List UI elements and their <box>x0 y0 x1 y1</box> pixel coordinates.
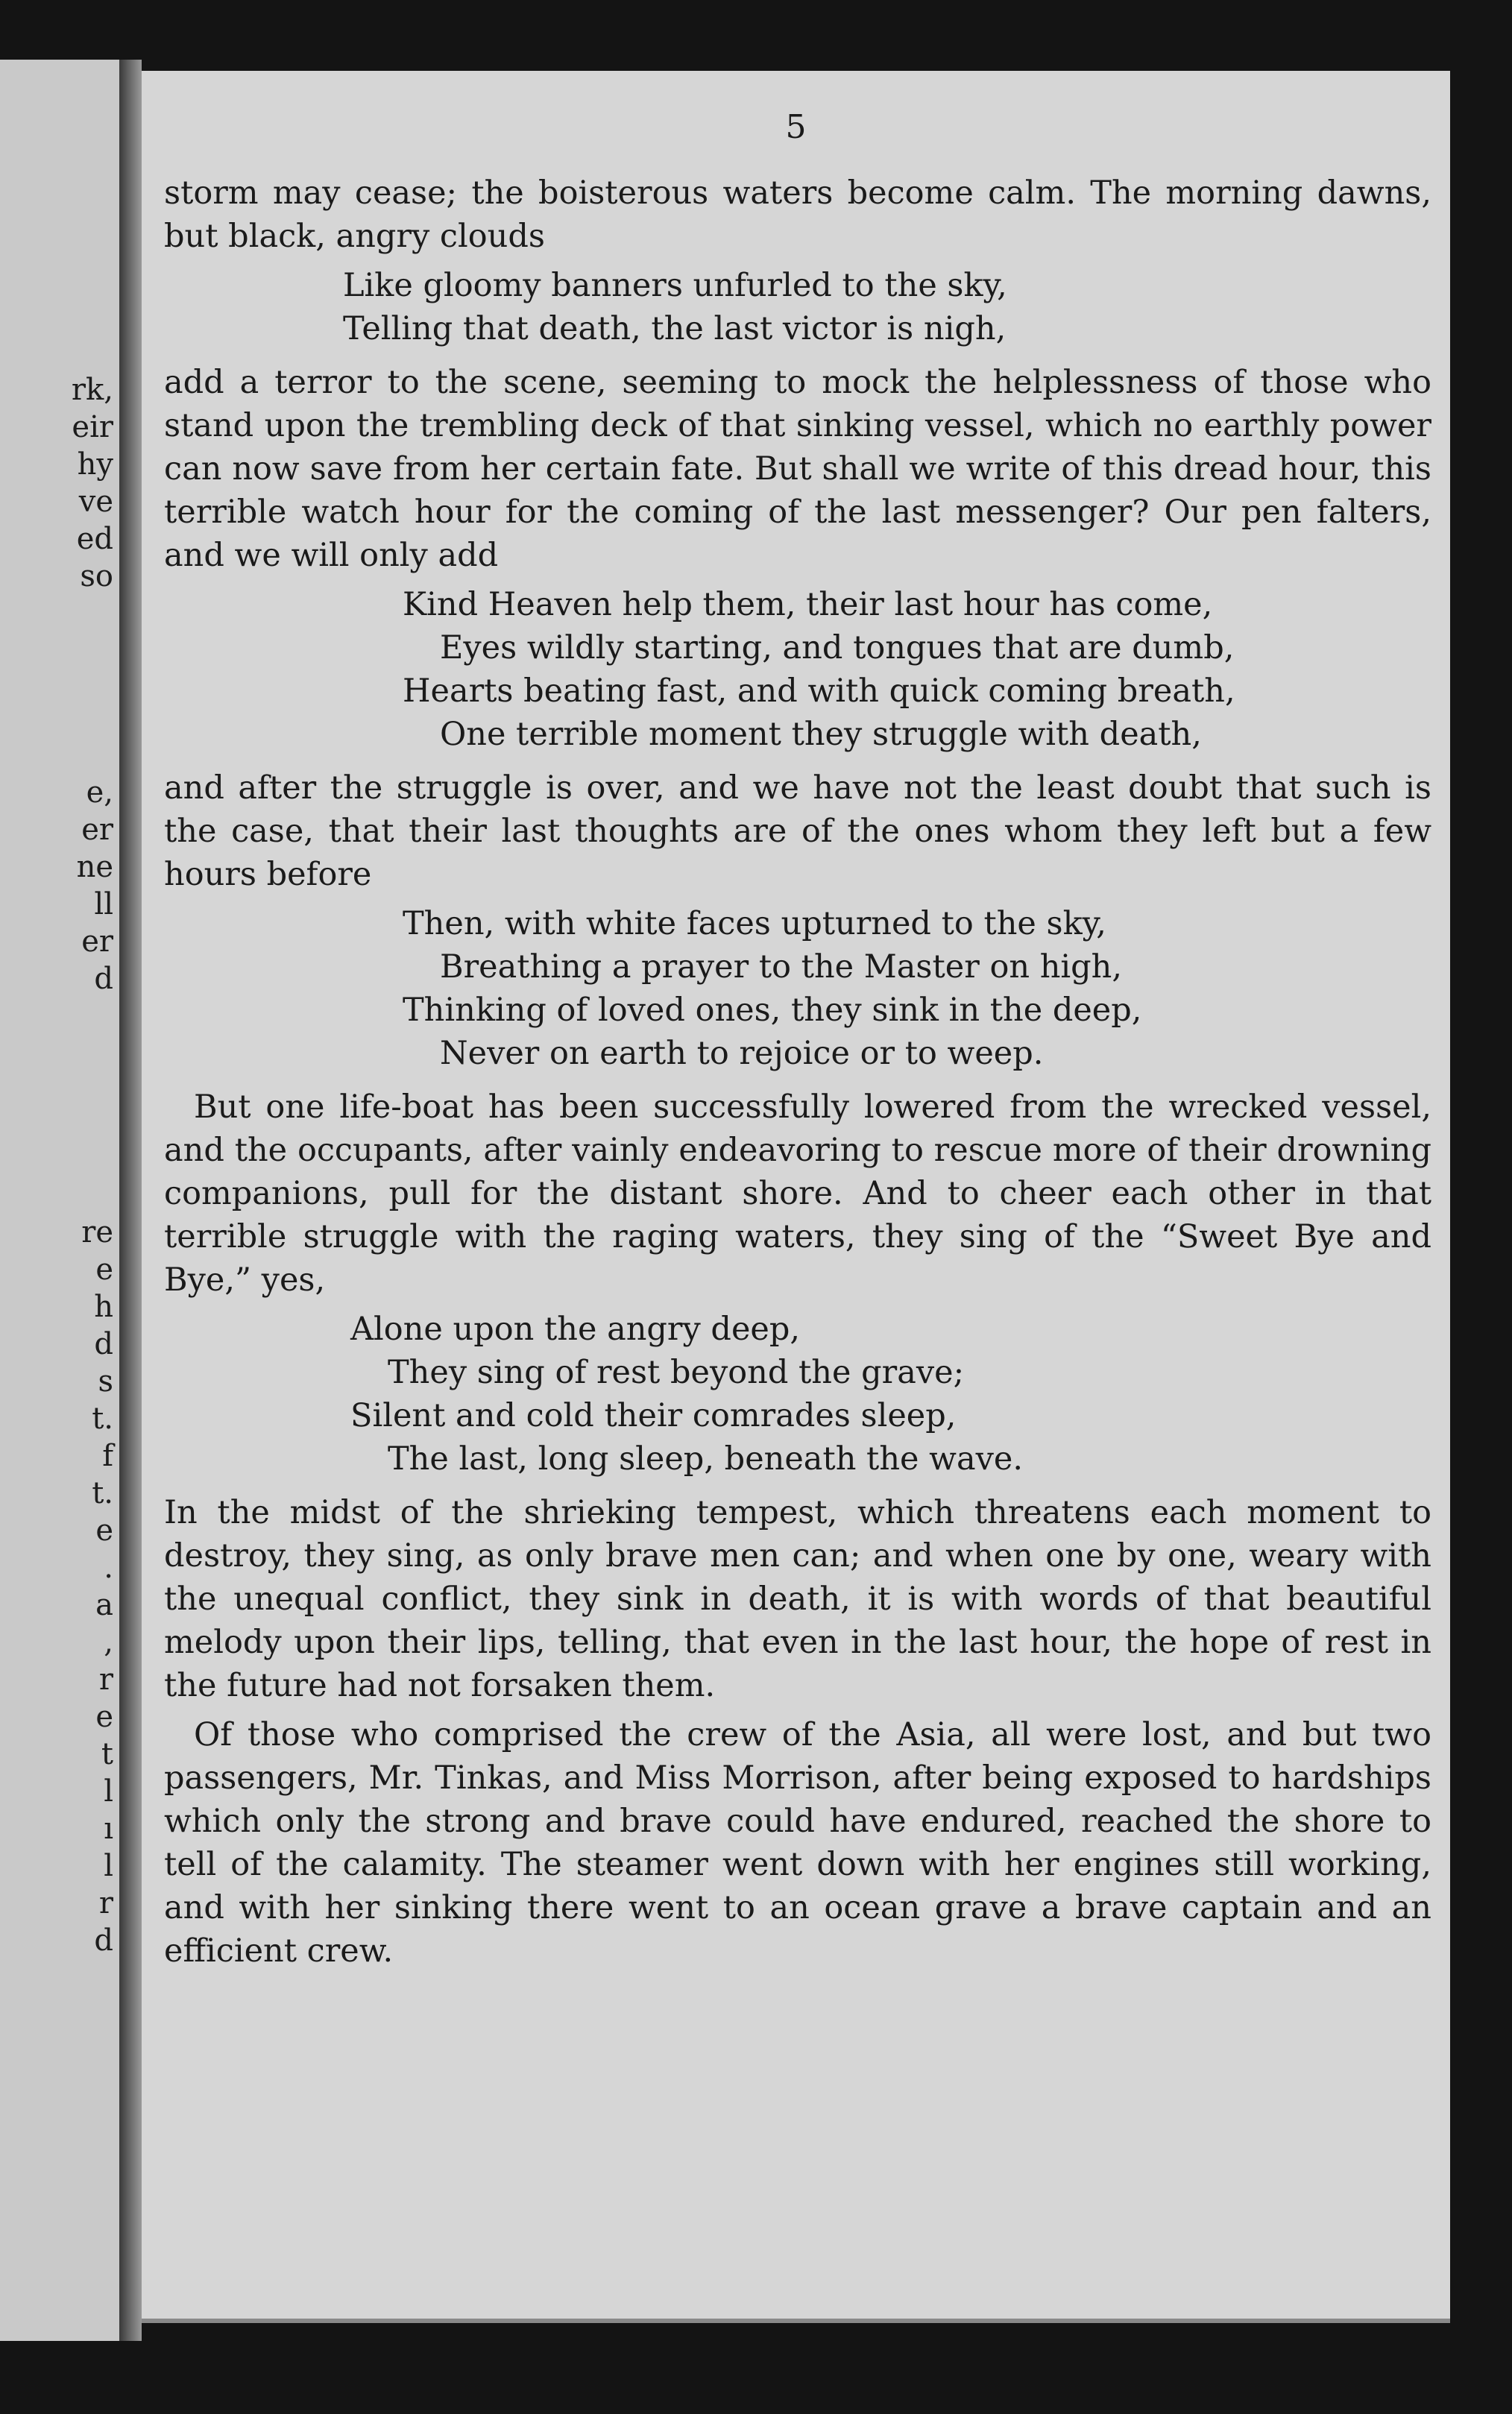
left-page-fragment: f <box>102 1439 113 1473</box>
left-page-fragment: d <box>94 1923 113 1958</box>
left-page-fragment: er <box>81 924 113 959</box>
verse-line: Alone upon the angry deep, <box>350 1311 801 1348</box>
left-page-fragment: ve <box>78 485 113 519</box>
left-page-fragment: e <box>95 1513 113 1548</box>
left-page-fragment: e <box>95 1252 113 1287</box>
left-page-fragment: ll <box>94 887 113 921</box>
verse-line: Never on earth to rejoice or to weep. <box>440 1035 1044 1072</box>
page-number: 5 <box>785 108 807 146</box>
right-page <box>142 71 1450 2323</box>
left-page-fragment: d <box>94 962 113 996</box>
verse-line: Hearts beating fast, and with quick coming breath, <box>403 672 1235 710</box>
verse-stanza <box>164 902 1431 1075</box>
verse-line: Like gloomy banners unfurled to the sky, <box>343 267 1007 304</box>
paragraph: add a terror to the scene, seeming to mock the helplessness of those who stand upon the trembling deck of that sinking vessel, which no earthly power can now save from her certain fate. But shall we write of this dread hour, this terrible watch hour for the coming of the last messenger? Our pen falters, and we will only add <box>164 364 1431 574</box>
left-page-fragment: e <box>95 1700 113 1734</box>
left-page-edge <box>0 60 124 2341</box>
left-page-fragment: a <box>95 1588 113 1622</box>
left-page-fragment: l <box>104 1774 113 1809</box>
left-page-fragment: l <box>104 1849 113 1883</box>
left-page-fragment: hy <box>77 447 113 482</box>
verse-stanza <box>164 583 1431 756</box>
left-page-fragment: r <box>98 1663 113 1697</box>
left-page-fragment: ne <box>76 850 113 884</box>
verse-stanza <box>164 264 1431 350</box>
verse-line: Kind Heaven help them, their last hour has come, <box>403 586 1213 623</box>
left-page-fragment: s <box>98 1364 113 1399</box>
verse-line: Thinking of loved ones, they sink in the deep, <box>403 992 1142 1029</box>
verse-line: The last, long sleep, beneath the wave. <box>388 1440 1024 1478</box>
paragraph: Of those who comprised the crew of the Asia, all were lost, and but two passengers, Mr. Tinkas, and Miss Morrison, after being exposed to hardships which only the strong and brave could have endured, reached the shore to tell of the calamity. The steamer went down with her engines still working, and with her sinking there went to an ocean grave a brave captain and an efficient crew. <box>164 1716 1431 1970</box>
left-page-fragment: re <box>81 1215 113 1249</box>
left-page-fragment: r <box>98 1886 113 1920</box>
paragraph: But one life-boat has been successfully lowered from the wrecked vessel, and the occupants, after vainly endeavoring to rescue more of their drowning companions, pull for the distant shore. And to cheer each other in that terrible struggle with the raging waters, they sing of the “Sweet Bye and Bye,” yes, <box>164 1088 1431 1299</box>
left-page-fragment: eir <box>72 410 113 444</box>
page-text <box>164 171 1431 1979</box>
left-page-fragment: . <box>104 1551 113 1585</box>
left-page-fragment: so <box>80 559 113 593</box>
left-page-fragment: t. <box>92 1402 113 1436</box>
verse-line: One terrible moment they struggle with death, <box>440 716 1202 753</box>
left-page-fragment: e, <box>86 775 113 810</box>
verse-line: Eyes wildly starting, and tongues that are dumb, <box>440 629 1235 666</box>
paragraph: In the midst of the shrieking tempest, which threatens each moment to destroy, they sing, as only brave men can; and when one by one, weary with the unequal conflict, they sink in death, it is with words of that beautiful melody upon their lips, telling, that even in the last hour, the hope of rest in the future had not forsaken them. <box>164 1494 1431 1704</box>
verse-line: Silent and cold their comrades sleep, <box>350 1397 957 1434</box>
left-page-fragment: er <box>81 813 113 847</box>
verse-line: Then, with white faces upturned to the sky, <box>403 905 1106 942</box>
left-page-fragment: ı <box>104 1812 113 1846</box>
verse-line: Telling that death, the last victor is nigh, <box>343 310 1007 347</box>
paragraph: and after the struggle is over, and we have not the least doubt that such is the case, that their last thoughts are of the ones whom they left but a few hours before <box>164 769 1431 893</box>
left-page-fragment: t. <box>92 1476 113 1510</box>
left-page-fragment: , <box>104 1625 113 1660</box>
left-page-fragment: d <box>94 1327 113 1361</box>
verse-line: They sing of rest beyond the grave; <box>388 1354 965 1391</box>
left-page-fragment: t <box>101 1737 113 1771</box>
book-gutter <box>119 60 142 2341</box>
left-page-fragment: ed <box>76 522 113 556</box>
left-page-fragment: rk, <box>71 373 113 407</box>
paragraph: storm may cease; the boisterous waters become calm. The morning dawns, but black, angry clouds <box>164 174 1431 255</box>
left-page-fragment: h <box>94 1290 113 1324</box>
verse-line: Breathing a prayer to the Master on high, <box>440 948 1123 986</box>
left-page-fragments <box>0 60 119 2341</box>
verse-stanza <box>164 1308 1431 1481</box>
